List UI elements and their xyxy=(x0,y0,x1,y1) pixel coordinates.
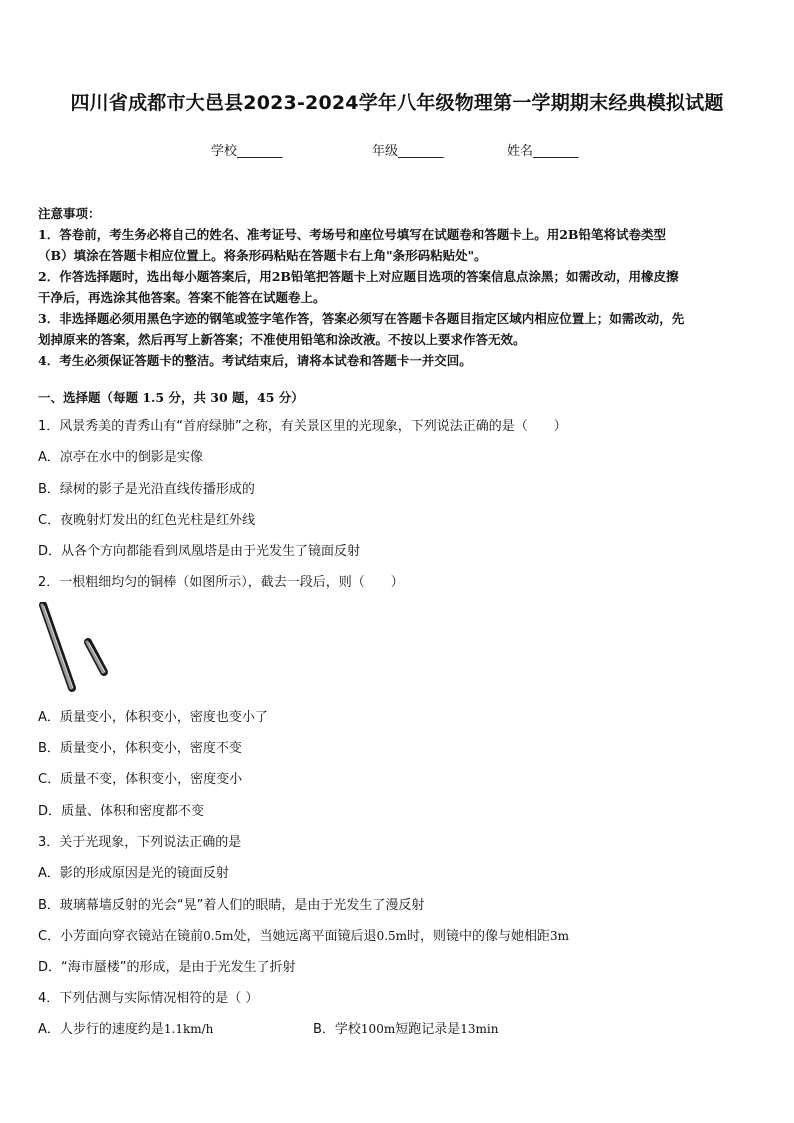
section-heading: 一、选择题（每题 1.5 分，共 30 题，45 分） xyxy=(38,390,304,405)
option-text: B．学校 xyxy=(313,1022,361,1037)
note-line: 3．非选择题必须用黑色字迹的钢笔或签字笔作答，答案必须写在答题卡各题目指定区域内相应位置上；如需改动，先 xyxy=(38,311,685,326)
long-rod-segment xyxy=(42,605,73,688)
question-2-option-c[interactable]: C．质量不变，体积变小，密度变小 xyxy=(38,772,243,787)
question-2-option-a[interactable]: A．质量变小，体积变小，密度也变小了 xyxy=(38,710,268,725)
question-4-option-a[interactable] xyxy=(38,1018,213,1037)
question-2-stem: 2．一根粗细均匀的铜棒（如图所示），截去一段后，则（ ） xyxy=(38,575,404,590)
question-2-option-d[interactable]: D．质量、体积和密度都不变 xyxy=(38,804,205,819)
option-text: C．小芳面向穿衣镜站在镜前 xyxy=(38,929,204,944)
question-3-option-a[interactable]: A．影的形成原因是光的镜面反射 xyxy=(38,866,229,881)
copper-rod-image xyxy=(34,602,114,694)
note-line: 干净后，再选涂其他答案。答案不能答在试题卷上。 xyxy=(38,290,326,305)
option-text: A．人步行的速度约是 xyxy=(38,1022,164,1037)
time-value: 13min xyxy=(460,1022,499,1036)
exam-notes xyxy=(38,203,756,371)
distance-value: 100m xyxy=(360,1022,396,1036)
distance-value: 3m xyxy=(550,929,570,943)
question-4-option-b[interactable] xyxy=(313,1018,498,1037)
note-line: 2．作答选择题时，选出每小题答案后，用2B铅笔把答题卡上对应题目选项的答案信息点涂黑；如需改动，用橡皮擦 xyxy=(38,269,679,284)
page-title: 四川省成都市大邑县2023-2024学年八年级物理第一学期期末经典模拟试题 xyxy=(70,92,724,114)
question-3-option-c[interactable] xyxy=(38,925,569,944)
option-text: 时，则镜中的像与她相距 xyxy=(407,929,551,944)
question-3-option-b[interactable]: B．玻璃幕墙反射的光会“晃”着人们的眼睛，是由于光发生了漫反射 xyxy=(38,898,425,913)
note-line: 1．答卷前，考生务必将自己的姓名、准考证号、考场号和座位号填写在试题卷和答题卡上。用2B铅笔将试卷类型 xyxy=(38,227,666,242)
distance-value: 0.5m xyxy=(376,929,408,943)
question-1-option-c[interactable]: C．夜晚射灯发出的红色光柱是红外线 xyxy=(38,513,256,528)
question-3-stem: 3．关于光现象，下列说法正确的是 xyxy=(38,835,242,850)
note-line: 4．考生必须保证答题卡的整洁。考试结束后，请将本试卷和答题卡一并交回。 xyxy=(38,353,472,368)
question-1-stem: 1．风景秀美的青秀山有“首府绿肺”之称，有关景区里的光现象，下列说法正确的是（ ） xyxy=(38,419,567,434)
question-3-option-d[interactable]: D．“海市蜃楼”的形成，是由于光发生了折射 xyxy=(38,960,296,975)
note-line: （B）填涂在答题卡相应位置上。将条形码粘贴在答题卡右上角"条形码粘贴处"。 xyxy=(38,248,487,263)
grade-field[interactable]: 年级_______ xyxy=(372,144,444,159)
copper-rod-figure xyxy=(34,602,114,694)
option-text: 处，当她远离平面镜后退 xyxy=(233,929,377,944)
student-info-fields xyxy=(0,140,794,162)
question-1-option-a[interactable]: A．凉亭在水中的倒影是实像 xyxy=(38,450,203,465)
question-1-option-b[interactable]: B．绿树的影子是光沿直线传播形成的 xyxy=(38,482,255,497)
question-2-option-b[interactable]: B．质量变小，体积变小，密度不变 xyxy=(38,741,242,756)
school-field[interactable]: 学校_______ xyxy=(211,144,283,159)
question-4-stem: 4．下列估测与实际情况相符的是（ ） xyxy=(38,991,259,1006)
question-1-option-d[interactable]: D．从各个方向都能看到凤凰塔是由于光发生了镜面反射 xyxy=(38,544,361,559)
distance-value: 0.5m xyxy=(203,929,234,943)
short-rod-segment xyxy=(87,642,105,672)
option-text: 短跑记录是 xyxy=(395,1022,461,1037)
note-line: 划掉原来的答案，然后再写上新答案；不准使用铅笔和涂改液。不按以上要求作答无效。 xyxy=(38,332,526,347)
notes-heading: 注意事项： xyxy=(38,206,101,221)
name-field[interactable]: 姓名_______ xyxy=(507,144,579,159)
speed-value: 1.1km/h xyxy=(163,1022,214,1036)
